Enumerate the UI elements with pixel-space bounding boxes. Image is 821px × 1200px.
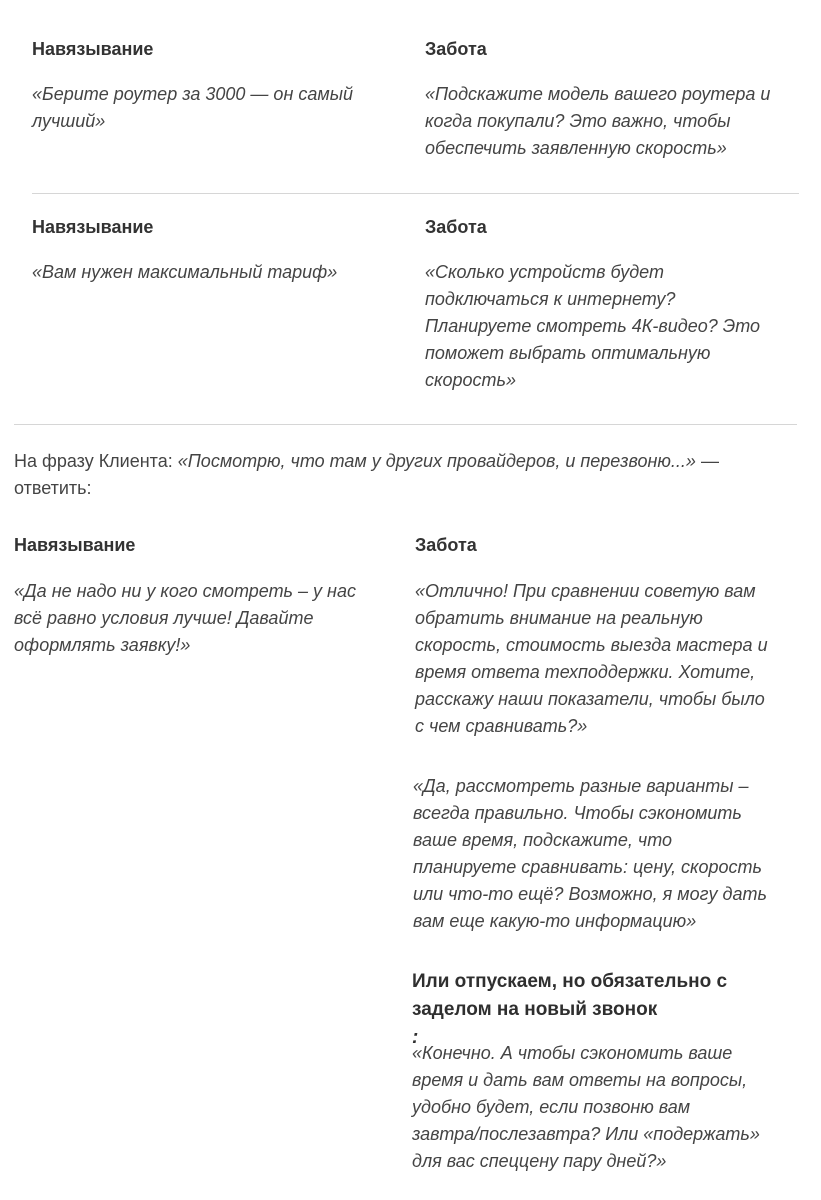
quote-line: Планируете смотреть 4К-видео? Это — [425, 316, 761, 336]
quote-line: обратить внимание на реальную — [415, 608, 703, 628]
block3-right-quote-2 — [413, 773, 767, 935]
quote-line: «Отлично! При сравнении советую вам — [415, 581, 756, 601]
quote-line: когда покупали? Это важно, чтобы — [425, 111, 731, 131]
block2-left-heading: Навязывание — [32, 217, 154, 237]
quote-line: всегда правильно. Чтобы сэкономить — [413, 803, 742, 823]
intro-suffix: — — [695, 451, 719, 471]
quote-line: планируете сравнивать: цену, скорость — [413, 857, 763, 877]
quote-line: вам еще какую-то информацию» — [413, 911, 697, 931]
block3-left-heading: Навязывание — [14, 535, 136, 555]
block3-left-quote — [14, 578, 356, 659]
quote-line: или что-то ещё? Возможно, я могу дать — [413, 884, 767, 904]
intro-line-1 — [14, 448, 719, 475]
quote-line: «Да, рассмотреть разные варианты – — [413, 776, 749, 796]
quote-line: оформлять заявку!» — [14, 635, 191, 655]
subheading-text: заделом на новый звонок — [412, 999, 658, 1020]
quote-line: «Берите роутер за 3000 — он самый — [32, 84, 353, 104]
quote-line: «Сколько устройств будет — [425, 262, 664, 282]
quote-line: удобно будет, если позвоню вам — [412, 1097, 691, 1117]
block2-left-quote — [32, 259, 337, 286]
divider — [14, 424, 797, 425]
quote-line: время ответа техподдержки. Хотите, — [415, 662, 756, 682]
quote-line: обеспечить заявленную скорость» — [425, 138, 727, 158]
quote-line: поможет выбрать оптимальную — [425, 343, 711, 363]
intro-paragraph — [14, 448, 719, 502]
quote-line: лучший» — [32, 111, 106, 131]
intro-line-2: ответить: — [14, 478, 92, 498]
quote-line: расскажу наши показатели, чтобы было — [415, 689, 765, 709]
quote-line: скорость» — [425, 370, 517, 390]
block2-right-quote — [425, 259, 760, 394]
divider — [32, 193, 799, 194]
quote-line: для вас спеццену пару дней?» — [412, 1151, 667, 1171]
block1-left-quote — [32, 81, 353, 135]
quote-line: с чем сравнивать?» — [415, 716, 588, 736]
block3-right-quote-3 — [412, 1040, 760, 1175]
quote-line: «Да не надо ни у кого смотреть – у нас — [14, 581, 356, 601]
subheading-colon: : — [412, 1027, 419, 1048]
block1-left-heading: Навязывание — [32, 39, 154, 59]
block1-right-quote — [425, 81, 770, 162]
quote-line: подключаться к интернету? — [425, 289, 676, 309]
quote-line: время и дать вам ответы на вопросы, — [412, 1070, 748, 1090]
quote-line: завтра/послезавтра? Или «подержать» — [412, 1124, 760, 1144]
block2-right-heading: Забота — [425, 217, 487, 237]
block3-right-heading: Забота — [415, 535, 477, 555]
intro-prefix: На фразу Клиента: — [14, 451, 178, 471]
subheading-line-1: Или отпускаем, но обязательно с — [412, 971, 728, 992]
quote-line: «Вам нужен максимальный тариф» — [32, 262, 338, 282]
block3-right-quote-1 — [415, 578, 768, 740]
block1-right-heading: Забота — [425, 39, 487, 59]
quote-line: всё равно условия лучше! Давайте — [14, 608, 314, 628]
quote-line: «Подскажите модель вашего роутера и — [425, 84, 771, 104]
quote-line: «Конечно. А чтобы сэкономить ваше — [412, 1043, 733, 1063]
quote-line: ваше время, подскажите, что — [413, 830, 673, 850]
quote-line: скорость, стоимость выезда мастера и — [415, 635, 768, 655]
client-quote: «Посмотрю, что там у других провайдеров, и перезвоню...» — [177, 451, 696, 471]
